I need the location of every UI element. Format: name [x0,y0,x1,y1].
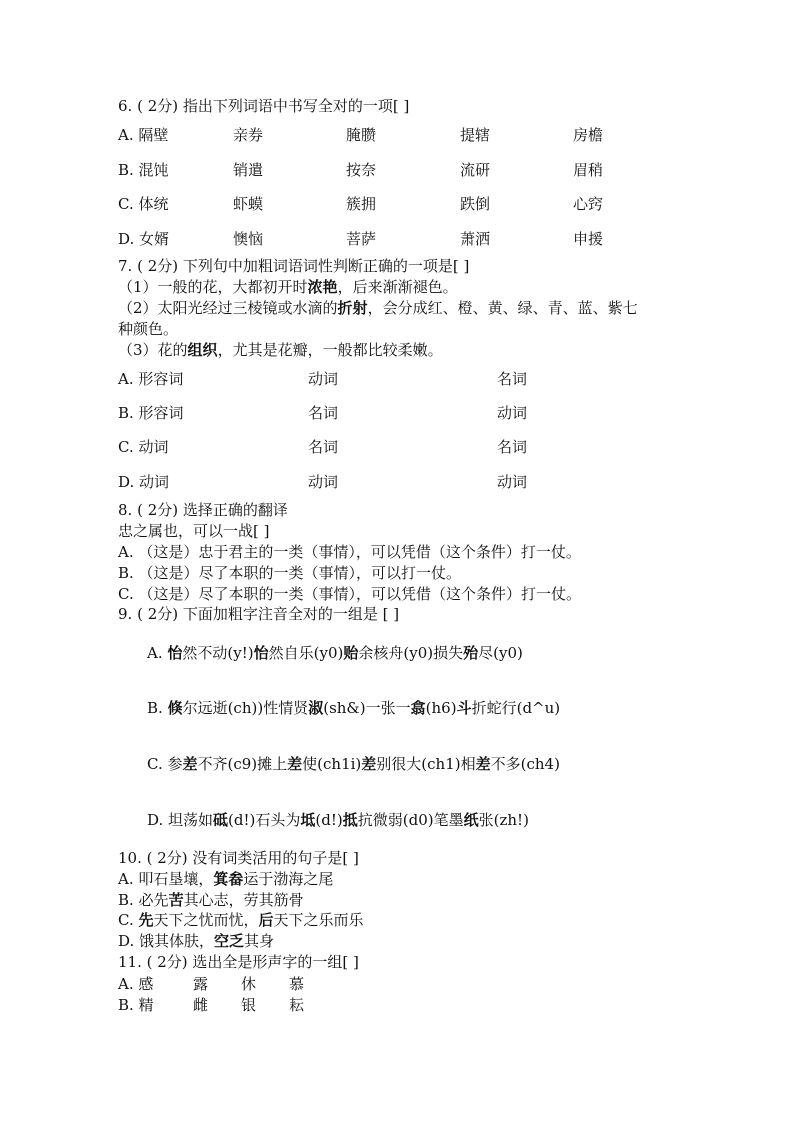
q11-option-b: B. 精 雌 银 耘 [118,996,305,1014]
q7-sentence-3: （3）花的组织，尤其是花瓣，一般都比较柔嫩。 [118,341,443,359]
q10-option-d: D. 饿其体肤，空乏其身 [118,932,275,950]
q10-option-c: C. 先天下之忧而忧，后天下之乐而乐 [118,911,364,929]
q8-option-c: C. （这是）尽了本职的一类（事情），可以凭借（这个条件）打一仗。 [118,585,581,603]
q10-option-a: A. 叩石垦壤，箕畚运于渤海之尾 [118,870,334,888]
q11-stem: 11. ( 2分) 选出全是形声字的一组[ ] [118,953,359,971]
q8-option-a: A. （这是）忠于君主的一类（事情），可以凭借（这个条件）打一仗。 [118,543,581,561]
q9-option-b: B. 倏尔远逝(ch))性情贤淑(sh&)一张一翕(h6)斗折蛇行(d^u) [147,699,561,717]
q7-option-d: D. 动词 动词 动词 [118,473,528,491]
q9-stem: 9. ( 2分) 下面加粗字注音全对的一组是 [ ] [118,605,400,623]
q7-option-b: B. 形容词 名词 动词 [118,404,528,422]
q7-stem: 7. ( 2分) 下列句中加粗词语词性判断正确的一项是[ ] [118,257,470,275]
q7-sentence-2: （2）太阳光经过三棱镜或水滴的折射，会分成红、橙、黄、绿、青、蓝、紫七 [118,299,638,317]
q7-option-c: C. 动词 名词 名词 [118,438,528,456]
q7-sentence-2-cont: 种颜色。 [118,320,179,338]
q11-option-a: A. 感 露 休 慕 [118,975,305,993]
q8-sentence: 忠之属也，可以一战[ ] [118,522,270,540]
q9-option-c: C. 参差不齐(c9)摊上差使(ch1i)差别很大(ch1)相差不多(ch4) [147,755,560,773]
q9-option-a: A. 怡然不动(y!)怡然自乐(y0)贻余核舟(y0)损失殆尽(y0) [147,644,523,662]
q8-stem: 8. ( 2分) 选择正确的翻译 [118,501,288,519]
q6-stem: 6. ( 2分) 指出下列词语中书写全对的一项[ ] [118,97,410,115]
q6-option-a: A. 隔壁 亲券 腌臜 提辖 房檐 [118,126,604,144]
q8-option-b: B. （这是）尽了本职的一类（事情），可以打一仗。 [118,564,462,582]
q6-option-b: B. 混饨 销遣 按奈 流研 眉稍 [118,161,604,179]
q7-option-a: A. 形容词 动词 名词 [118,370,528,388]
q10-stem: 10. ( 2分) 没有词类活用的句子是[ ] [118,849,359,867]
q10-option-b: B. 必先苦其心志，劳其筋骨 [118,891,304,909]
q6-option-c: C. 体统 虾蟆 簇拥 跌倒 心窍 [118,195,604,213]
q9-option-d: D. 坦荡如砥(d!)石头为坻(d!)抵抗微弱(d0)笔墨纸张(zh!) [147,811,529,829]
q6-option-d: D. 女婿 懊恼 菩萨 萧洒 申援 [118,230,604,248]
q7-sentence-1: （1）一般的花，大都初开时浓艳，后来渐渐褪色。 [118,278,458,296]
